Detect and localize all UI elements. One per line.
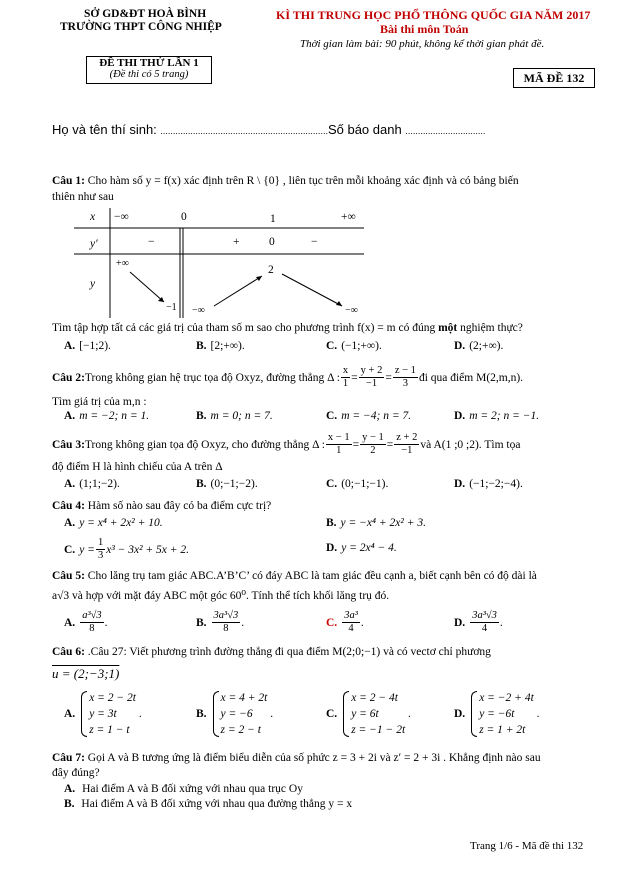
q5-label: Câu 5: [52, 570, 85, 582]
option-key: D. [326, 542, 338, 554]
q1-question-bold: một [438, 322, 458, 334]
option-text: (1;1;−2). [79, 478, 120, 490]
candidate-line [52, 122, 485, 137]
option-key: C. [64, 543, 76, 556]
q6-option-b[interactable]: B. x = 4 + 2t y = −6 z = 2 − t . [196, 692, 274, 736]
option-key: D. [454, 410, 466, 422]
name-label: Họ và tên thí sinh: [52, 122, 161, 137]
tbl-yp-label: y′ [90, 238, 98, 250]
frac-den: 3 [402, 378, 409, 389]
line-z: z = 2 − t [220, 724, 261, 736]
frac-den: 8 [89, 623, 95, 634]
line-z: z = 1 − t [89, 724, 130, 736]
tbl-y-label: y [90, 278, 96, 290]
time-note: Thời gian làm bài: 90 phút, không kể thời gian phát đề. [300, 38, 545, 50]
tbl-y-neginf-2: −∞ [345, 305, 358, 316]
line-y: y = 3t [89, 708, 117, 720]
option-key: A. [64, 517, 76, 529]
frac-num: a³√3 [82, 610, 102, 621]
line-y: y = −6t [479, 708, 515, 720]
q6-text-a: .Câu 27: Viết phương trình đường thẳng đi qua điểm M(2;0;−1) và có vectơ chỉ phương [84, 646, 491, 658]
q3-text-a: Trong không gian tọa độ Oxyz, cho đường thẳng Δ : [84, 438, 325, 451]
q3-text: Câu 3: Trong không gian tọa độ Oxyz, cho đường thẳng Δ : $\frac{x - 1}{1}$ = $\frac{y - 1}{2}$ = $\frac{z + 2}{-1}$ và A(1 ;0 ;2). Tìm tọa [52, 432, 521, 456]
q7-text-b: đây đúng? [52, 767, 100, 779]
option-text: y = −x⁴ + 2x² + 3. [340, 517, 426, 529]
line-x: x = 4 + 2t [220, 692, 268, 704]
q3-text-c: độ điểm H là hình chiếu của A trên Δ [52, 461, 223, 473]
tbl-x-neginf: −∞ [114, 211, 129, 223]
option-text: [2;+∞). [210, 340, 245, 352]
q1-text-a: Cho hàm số y = f(x) xác định trên R \ {0} , liên tục trên mỗi khoảng xác định và có bảng biến [84, 175, 519, 187]
q3-text-b: và A(1 ;0 ;2). Tìm tọa [420, 438, 521, 451]
option-key: A. [64, 616, 76, 629]
option-key: B. [64, 798, 75, 810]
q1-option-d[interactable] [454, 340, 503, 352]
page-footer: Trang 1/6 - Mã đề thi 132 [470, 840, 584, 852]
frac-den: 2 [370, 445, 376, 456]
q4-option-d[interactable] [326, 542, 397, 554]
q4-label: Câu 4: [52, 500, 85, 512]
option-text: (−1;−2;−4). [469, 478, 523, 490]
q5-option-c[interactable]: C. $\frac{\text{3a³}}{4}$ . [326, 610, 364, 634]
q6-text [52, 646, 491, 658]
q2-text-a: Trong không gian hệ trục tọa độ Oxyz, đường thẳng Δ : [84, 371, 340, 384]
option-text: y = x⁴ + 2x² + 10. [79, 517, 163, 529]
option-frac [80, 610, 103, 635]
line-y: y = 6t [351, 708, 379, 720]
q2-text-c: Tìm giá trị của m,n : [52, 396, 147, 408]
trial-label: ĐỀ THI THỬ LẦN 1 [99, 57, 199, 69]
c-prefix: y = [79, 543, 95, 556]
q2-text-b: đi qua điểm M(2,m,n). [418, 371, 524, 384]
tbl-x-label: x [90, 211, 96, 223]
name-dots[interactable]: ................................................................... [160, 126, 328, 136]
q1-option-b[interactable] [196, 340, 245, 352]
option-text: [−1;2). [79, 340, 111, 352]
option-text: y = 2x⁴ − 4. [341, 542, 397, 554]
option-text: Hai điểm A và B đối xứng với nhau qua đường thẳng y = x [78, 798, 353, 810]
sbd-dots[interactable]: ................................ [405, 126, 486, 136]
option-key: B. [196, 410, 207, 422]
frac-num: 1 [97, 537, 104, 548]
option-text: (0;−1;−1). [341, 478, 389, 490]
exam-title: KÌ THI TRUNG HỌC PHỔ THÔNG QUỐC GIA NĂM 2017 [276, 8, 591, 22]
option-key: B. [196, 708, 207, 720]
tbl-x-0: 0 [181, 211, 187, 223]
arrow-down-1 [130, 272, 164, 302]
frac-num: 3a³√3 [213, 610, 239, 621]
q6-label: Câu 6: [52, 646, 85, 658]
option-key: C. [326, 616, 338, 629]
q4-option-a[interactable] [64, 517, 163, 529]
exam-code: MÃ ĐỀ 132 [523, 71, 585, 85]
exam-code-box [513, 68, 595, 88]
frac-den: −1 [401, 445, 413, 456]
option-key: B. [196, 616, 207, 629]
exam-subject: Bài thi môn Toán [380, 22, 469, 36]
q4-question: Hàm số nào sau đây có ba điểm cực trị? [84, 500, 272, 512]
option-text: Hai điểm A và B đối xứng với nhau qua trục Oy [79, 783, 303, 795]
frac-num: x − 1 [327, 432, 350, 443]
q6-vector [52, 666, 119, 682]
option-key: B. [326, 517, 337, 529]
tbl-y-2: 2 [268, 264, 274, 276]
q5-text-b: a√3 và hợp với mặt đáy ABC một góc 60⁰. Tính thể tích khối lăng trụ đó. [52, 590, 390, 602]
option-key: A. [64, 783, 76, 795]
frac-den: 4 [348, 623, 354, 634]
option-frac [212, 610, 241, 635]
option-key: C. [326, 410, 338, 422]
q1-option-a[interactable] [64, 340, 111, 352]
q3-option-b[interactable] [196, 478, 258, 490]
q1-question-end: nghiệm thực? [457, 322, 523, 334]
q6-option-d[interactable]: D. x = −2 + 4t y = −6t z = 1 + 2t . [454, 692, 540, 736]
option-frac [470, 610, 499, 635]
option-text: m = 2; n = −1. [469, 410, 540, 422]
q2-option-b[interactable] [196, 410, 273, 422]
option-key: B. [196, 340, 207, 352]
frac-den: 3 [97, 550, 104, 561]
q6-option-c[interactable]: C. x = 2 − 4t y = 6t z = −1 − 2t . [326, 692, 411, 736]
frac-den: 1 [342, 378, 349, 389]
line-z: z = −1 − 2t [351, 724, 406, 736]
option-text: (2;+∞). [469, 340, 504, 352]
trial-box [86, 56, 212, 84]
option-key: D. [454, 616, 466, 629]
q2-option-d[interactable] [454, 410, 539, 422]
option-key: A. [64, 708, 76, 720]
pages-note: (Đề thi có 5 trang) [109, 69, 189, 80]
line-x: x = −2 + 4t [479, 692, 534, 704]
q2-frac-z [393, 365, 418, 390]
dept-name: SỞ GD&ĐT HOÀ BÌNH [84, 8, 207, 20]
line-x: x = 2 − 4t [351, 692, 399, 704]
q5-option-a[interactable]: A. $\frac{\text{a³√3}}{8}$ . [64, 610, 108, 634]
q3-option-a[interactable] [64, 478, 120, 490]
q6-option-a[interactable]: A. x = 2 − 2t y = 3t z = 1 − t . [64, 692, 142, 736]
frac-num: y + 2 [360, 365, 383, 376]
tbl-y-posinf: +∞ [116, 258, 129, 269]
line-x: x = 2 − 2t [89, 692, 137, 704]
frac-den: 1 [336, 445, 342, 456]
option-text: (0;−1;−2). [210, 478, 258, 490]
tbl-y-minus1: −1 [166, 302, 177, 313]
frac-den: 4 [481, 623, 488, 634]
tbl-yp-minus-2: − [311, 236, 318, 248]
q5-text [52, 570, 537, 582]
q6-vector-text: u = (2;−3;1) [52, 666, 120, 681]
q2-text: Câu 2: Trong không gian hệ trục tọa độ Oxyz, đường thẳng Δ : $\frac{x}{1}$ = $\frac{y + 2}{-1}$ = $\frac{z - 1}{3}$ đi qua điểm M(2,m,n). [52, 365, 524, 389]
q5-text-a: Cho lăng trụ tam giác ABC.A’B’C’ có đáy ABC là tam giác đều cạnh a, biết cạnh bên có độ dài là [84, 570, 537, 582]
option-text: m = −2; n = 1. [79, 410, 150, 422]
system-brace [341, 690, 405, 738]
q7-option-b[interactable] [64, 798, 352, 810]
option-text: m = −4; n = 7. [341, 410, 412, 422]
line-y: y = −6 [220, 708, 253, 720]
school-name: TRƯỜNG THPT CÔNG NHIỆP [60, 21, 222, 33]
q2-option-a[interactable] [64, 410, 149, 422]
line-z: z = 1 + 2t [479, 724, 526, 736]
q4-option-b[interactable] [326, 517, 426, 529]
system-brace [211, 690, 268, 738]
q1-text [52, 175, 519, 187]
q3-frac-z [394, 432, 419, 457]
q4-option-c[interactable] [64, 537, 189, 562]
q2-option-c[interactable] [326, 410, 411, 422]
sbd-label: Số báo danh [327, 122, 406, 137]
q2-label: Câu 2: [52, 371, 85, 384]
q4-text [52, 500, 271, 512]
q3-label: Câu 3: [52, 438, 85, 451]
q2-frac-x [341, 365, 350, 390]
arrow-up [214, 276, 262, 306]
frac-den: −1 [365, 378, 378, 389]
frac-num: 3a³ [344, 610, 358, 621]
frac-den: 8 [223, 623, 229, 634]
option-key: D. [454, 478, 466, 490]
option-key: B. [196, 478, 207, 490]
c-frac [96, 537, 105, 562]
tbl-y-neginf-1: −∞ [192, 305, 205, 316]
tbl-yp-minus-1: − [148, 236, 155, 248]
frac-num: z + 2 [396, 432, 418, 443]
q1-question [52, 322, 523, 334]
tbl-x-posinf: +∞ [341, 211, 356, 223]
frac-num: z − 1 [394, 365, 416, 376]
q7-label: Câu 7: [52, 752, 85, 764]
option-key: A. [64, 478, 76, 490]
q3-option-c[interactable] [326, 478, 388, 490]
tbl-yp-plus: + [233, 236, 240, 248]
system-brace [469, 690, 534, 738]
q5-option-d[interactable]: D. $\frac{\text{3a³√3}}{4}$ . [454, 610, 503, 634]
option-text: (−1;+∞). [341, 340, 382, 352]
system-brace [79, 690, 136, 738]
option-key: C. [326, 340, 338, 352]
arrow-down-2 [282, 274, 342, 306]
option-frac [342, 610, 360, 635]
q5-option-b[interactable]: B. $\frac{\text{3a³√3}}{8}$ . [196, 610, 245, 634]
option-key: D. [454, 340, 466, 352]
option-key: C. [326, 708, 338, 720]
frac-num: x [342, 365, 349, 376]
tbl-yp-zero: 0 [269, 236, 275, 248]
q3-option-d[interactable] [454, 478, 523, 490]
option-key: D. [454, 708, 466, 720]
frac-num: y − 1 [362, 432, 384, 443]
option-key: A. [64, 340, 76, 352]
frac-num: 3a³√3 [472, 610, 497, 621]
q2-frac-y [359, 365, 385, 390]
option-key: C. [326, 478, 338, 490]
q1-label: Câu 1: [52, 175, 85, 187]
q3-frac-y [360, 432, 386, 457]
q1-text-b: thiên như sau [52, 191, 114, 203]
q7-option-a[interactable] [64, 783, 303, 795]
q7-text [52, 752, 541, 764]
tbl-x-1: 1 [270, 213, 276, 225]
option-text: x³ − 3x² + 5x + 2. [106, 543, 190, 556]
q1-option-c[interactable] [326, 340, 382, 352]
option-text: m = 0; n = 7. [210, 410, 273, 422]
option-key: A. [64, 410, 76, 422]
q3-frac-x [326, 432, 352, 457]
q1-question-text: Tìm tập hợp tất cả các giá trị của tham số m sao cho phương trình f(x) = m có đúng [52, 322, 439, 334]
q7-text-a: Gọi A và B tương ứng là điểm biểu diễn của số phức z = 3 + 2i và z′ = 2 + 3i . Khẳng định nào sau [84, 752, 541, 764]
